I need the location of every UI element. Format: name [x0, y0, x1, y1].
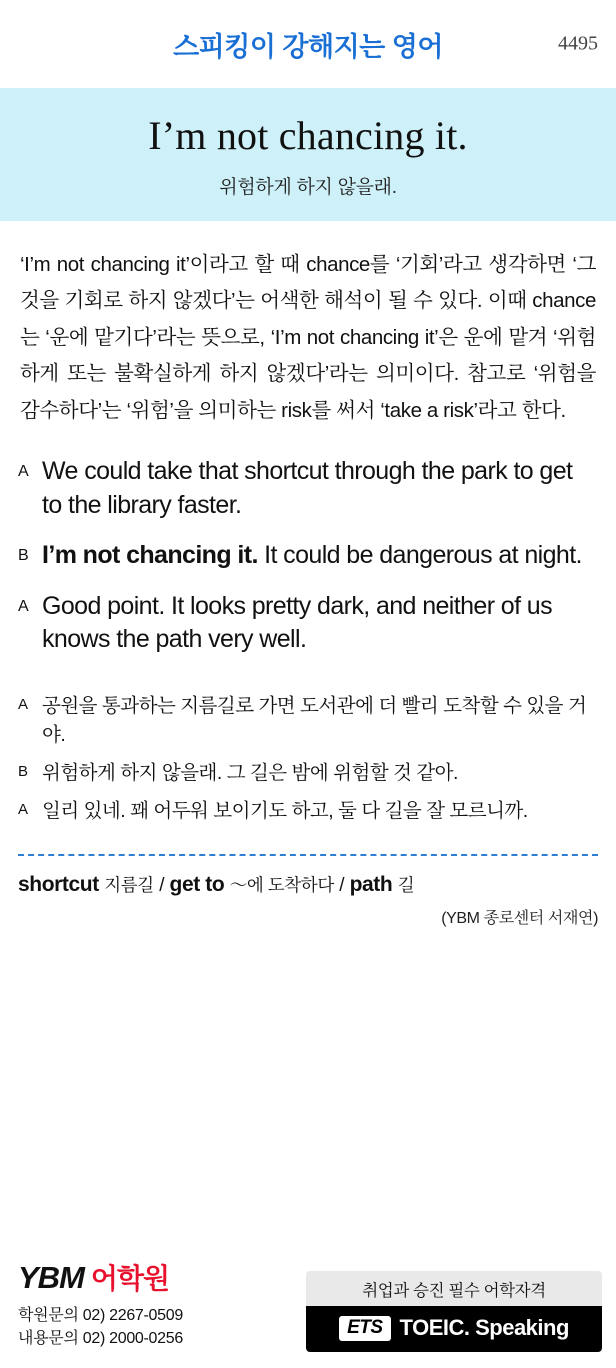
contact-line-academy: 학원문의 02) 2267-0509: [18, 1306, 183, 1324]
list-item: [18, 692, 598, 750]
credit-line: (YBM 종로센터 서재연): [441, 910, 598, 928]
dialogue-line-text: Good point. It looks pretty dark, and neither of us knows the path very well.: [42, 591, 552, 654]
dialogue-line-translation: 일리 있네. 꽤 어두워 보이기도 하고, 둘 다 길을 잘 모르니까.: [42, 799, 528, 822]
list-item: [18, 797, 598, 826]
dialogue-line-text: We could take that shortcut through the park to get to the library faster.: [42, 457, 573, 519]
ets-logo-bar: [306, 1306, 602, 1352]
vocab-meaning: 지름길: [104, 875, 154, 896]
dialogue-korean: [0, 680, 616, 840]
vocab-meaning: 길: [397, 875, 415, 896]
header: [0, 0, 616, 88]
vocab-word: get to: [169, 873, 225, 897]
issue-number: 4495: [558, 32, 598, 55]
ets-tagline: 취업과 승진 필수 어학자격: [306, 1271, 602, 1306]
highlight-phrase: I’m not chancing it.: [42, 541, 258, 570]
footer: [0, 1257, 616, 1368]
list-item: [18, 759, 598, 788]
vocab-word: path: [349, 873, 393, 897]
list-item: [18, 590, 598, 657]
speaker-label: A: [18, 695, 29, 713]
vocabulary-list: [0, 856, 616, 897]
expression-english: I’m not chancing it.: [148, 113, 468, 158]
contact-info: [18, 1304, 183, 1350]
expression-korean: 위험하게 하지 않을래.: [219, 177, 397, 198]
contact-line-content: 내용문의 02) 2000-0256: [18, 1329, 183, 1347]
speaker-label: B: [18, 762, 29, 780]
footer-brand: [18, 1257, 183, 1352]
dialogue-line-text: It could be dangerous at night.: [257, 541, 582, 570]
page-title: 스피킹이 강해지는 영어: [173, 31, 443, 62]
dialogue-line: [42, 590, 598, 657]
speaker-label: A: [18, 597, 29, 615]
ybm-logo: [18, 1257, 183, 1297]
dialogue-line-translation: 위험하게 하지 않을래. 그 길은 밤에 위험할 것 같아.: [42, 761, 458, 784]
vocab-separator: /: [159, 875, 165, 897]
list-item: [18, 539, 598, 573]
speaker-label: B: [18, 547, 29, 565]
ets-banner[interactable]: [306, 1271, 602, 1352]
speaker-label: A: [18, 800, 29, 818]
vocab-word: shortcut: [18, 873, 99, 897]
ybm-logo-mark: YBM: [18, 1259, 84, 1295]
speaker-label: A: [18, 463, 29, 481]
list-item: [18, 455, 598, 522]
expression-band: [0, 88, 616, 221]
dialogue-line: [42, 455, 598, 522]
dialogue-line-translation: 공원을 통과하는 지름길로 가면 도서관에 더 빨리 도착할 수 있을 거야.: [42, 694, 587, 746]
dialogue-english: [0, 433, 616, 680]
ets-product-name: TOEIC. Speaking: [399, 1315, 569, 1340]
ybm-logo-word: 어학원: [90, 1262, 170, 1294]
explanation-text: ‘I’m not chancing it’이라고 할 때 chance를 ‘기회’라고 생각하면 ‘그것을 기회로 하지 않겠다’는 어색한 해석이 될 수 있다. 이때 chance는 ‘운에 맡기다’라는 뜻으로, ‘I’m not chancing it’은 운에 맡겨 ‘위험하게 또는 불확실하게 하지 않겠다’라는 의미이다. 참고로 ‘위험을 감수하다’는 ‘위험’을 의미하는 risk를 써서 ‘take a risk’라고 한다.: [20, 253, 596, 422]
vocab-separator: /: [339, 875, 345, 897]
vocab-meaning: ～에 도착하다: [229, 875, 334, 896]
dialogue-line: [42, 539, 598, 573]
ets-badge-icon: ETS: [339, 1316, 390, 1341]
